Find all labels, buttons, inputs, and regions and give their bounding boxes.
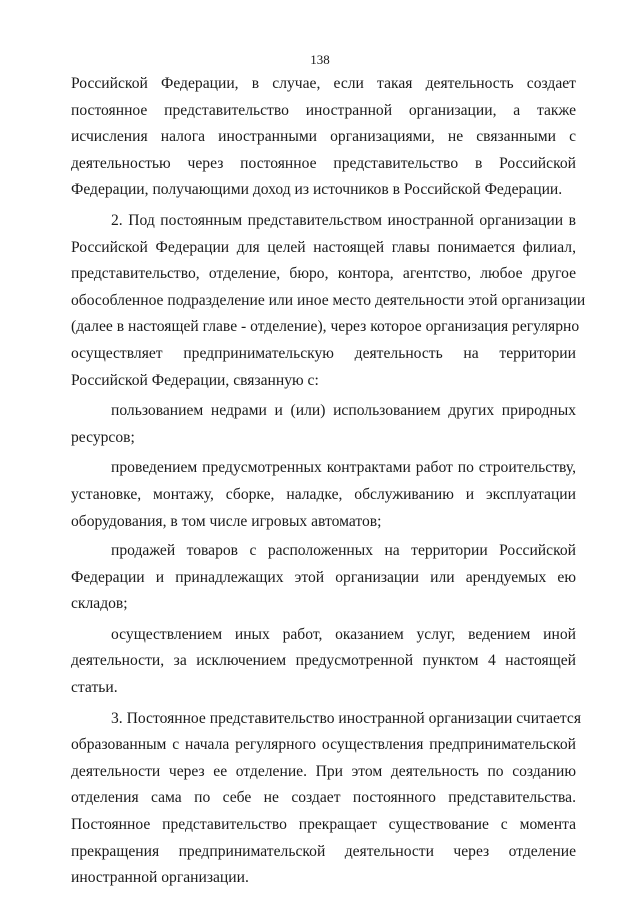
text-line: Российской Федерации, связанную с:: [71, 371, 319, 389]
text-line: 3. Постоянное представительство иностранной организации считается: [111, 709, 582, 727]
text-line: установке, монтажу, сборке, наладке, обслуживанию и эксплуатации: [71, 485, 576, 503]
text-line: Российской Федерации, в случае, если такая деятельность создает: [71, 75, 576, 92]
text-line: складов;: [71, 595, 128, 613]
text-line: образованным с начала регулярного осуществления предпринимательской: [71, 736, 576, 754]
text-line: Федерации и принадлежащих этой организации или арендуемых ею: [71, 568, 576, 586]
text-line: ресурсов;: [71, 428, 135, 446]
text-line: Российской Федерации для целей настоящей главы понимается филиал,: [71, 238, 576, 256]
text-line: (далее в настоящей главе - отделение), через которое организация регулярно: [71, 318, 580, 336]
text-line: оборудования, в том числе игровых автоматов;: [71, 512, 382, 530]
text-line: деятельности через ее отделение. При этом деятельность по созданию: [71, 762, 576, 780]
text-line: исчисления налога иностранными организациями, не связанными с: [71, 128, 576, 146]
text-line: пользованием недрами и (или) использованием других природных: [111, 402, 576, 420]
paragraph-6: [71, 622, 576, 702]
paragraph-7: [71, 706, 582, 892]
paragraph-4: [71, 455, 576, 535]
paragraph-2: [71, 208, 586, 394]
text-line: осуществлением иных работ, оказанием услуг, ведением иной: [111, 625, 576, 643]
text-line: иностранной организации.: [71, 869, 249, 887]
document-body: [71, 71, 586, 892]
text-line: статьи.: [71, 679, 118, 697]
text-line: представительство, отделение, бюро, контора, агентство, любое другое: [71, 265, 576, 283]
text-line: 2. Под постоянным представительством иностранной организации в: [111, 211, 576, 229]
text-line: отделения сама по себе не создает постоянного представительства.: [71, 789, 576, 807]
page-number: 138: [310, 52, 330, 67]
text-line: проведением предусмотренных контрактами работ по строительству,: [111, 459, 576, 477]
text-line: деятельности, за исключением предусмотренной пунктом 4 настоящей: [71, 652, 576, 670]
paragraph-5: [71, 538, 576, 618]
text-line: деятельностью через постоянное представительство в Российской: [71, 154, 576, 172]
paragraph-1: [71, 71, 576, 204]
text-line: Постоянное представительство прекращает существование с момента: [71, 816, 576, 834]
paragraph-3: [71, 398, 576, 451]
text-line: продажей товаров с расположенных на территории Российской: [111, 542, 576, 560]
text-line: осуществляет предпринимательскую деятельность на территории: [71, 344, 576, 362]
text-line: Федерации, получающими доход из источников в Российской Федерации.: [71, 181, 563, 199]
text-line: постоянное представительство иностранной организации, а также: [71, 101, 576, 119]
text-line: обособленное подразделение или иное место деятельности этой организации: [71, 291, 586, 309]
text-line: прекращения предпринимательской деятельности через отделение: [71, 842, 576, 860]
